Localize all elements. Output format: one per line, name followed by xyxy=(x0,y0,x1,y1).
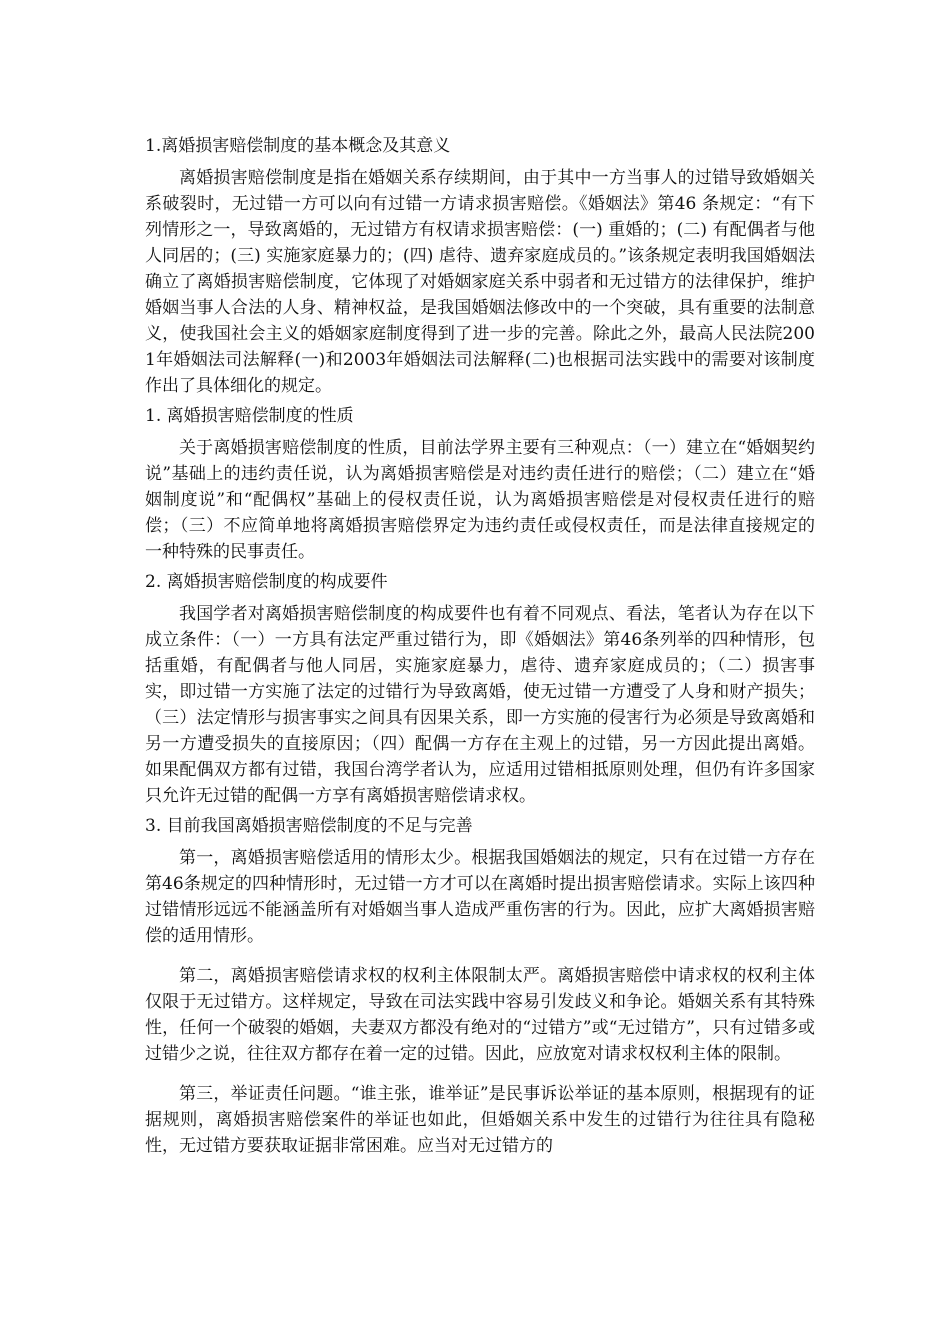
body-paragraph: 第一，离婚损害赔偿适用的情形太少。根据我国婚姻法的规定，只有在过错一方存在第46条规定的四种情形时，无过错一方才可以在离婚时提出损害赔偿请求。实际上该四种过错情形远远不能涵盖所有对婚姻当事人造成严重伤害的行为。因此，应扩大离婚损害赔偿的适用情形。 xyxy=(145,848,815,946)
body-paragraph: 离婚损害赔偿制度是指在婚姻关系存续期间，由于其中一方当事人的过错导致婚姻关系破裂时，无过错一方可以向有过错一方请求损害赔偿。《婚姻法》第46 条规定：“有下列情形之一，导致离婚的，无过错方有权请求损害赔偿：(一) 重婚的；(二) 有配偶者与他人同居的；(三) 实施家庭暴力的；(四) 虐待、遗弃家庭成员的。”该条规定表明我国婚姻法确立了离婚损害赔偿制度，它体现了对婚姻家庭关系中弱者和无过错方的法律保护，维护婚姻当事人合法的人身、精神权益，是我国婚姻法修改中的一个突破，具有重要的法制意义，使我国社会主义的婚姻家庭制度得到了进一步的完善。除此之外，最高人民法院2001年婚姻法司法解释(一)和2003年婚姻法司法解释(二)也根据司法实践中的需要对该制度作出了具体细化的规定。 xyxy=(145,168,815,396)
body-paragraph: 我国学者对离婚损害赔偿制度的构成要件也有着不同观点、看法，笔者认为存在以下成立条件：（一）一方具有法定严重过错行为，即《婚姻法》第46条列举的四种情形，包括重婚，有配偶者与他人同居，实施家庭暴力，虐待、遗弃家庭成员的；（二）损害事实，即过错一方实施了法定的过错行为导致离婚，使无过错一方遭受了人身和财产损失；（三）法定情形与损害事实之间具有因果关系，即一方实施的侵害行为必须是导致离婚和另一方遭受损失的直接原因；（四）配偶一方存在主观上的过错，另一方因此提出离婚。如果配偶双方都有过错，我国台湾学者认为，应适用过错相抵原则处理，但仍有许多国家只允许无过错的配偶一方享有离婚损害赔偿请求权。 xyxy=(145,604,815,806)
section-heading: 3. 目前我国离婚损害赔偿制度的不足与完善 xyxy=(145,816,473,836)
body-paragraph: 关于离婚损害赔偿制度的性质，目前法学界主要有三种观点：（一）建立在“婚姻契约说”基础上的违约责任说，认为离婚损害赔偿是对违约责任进行的赔偿；（二）建立在“婚姻制度说”和“配偶权”基础上的侵权责任说，认为离婚损害赔偿是对侵权责任进行的赔偿；（三）不应简单地将离婚损害赔偿界定为违约责任或侵权责任，而是法律直接规定的一种特殊的民事责任。 xyxy=(145,438,815,562)
section-heading: 1. 离婚损害赔偿制度的性质 xyxy=(145,406,354,426)
body-paragraph: 第三，举证责任问题。“谁主张，谁举证”是民事诉讼举证的基本原则，根据现有的证据规则，离婚损害赔偿案件的举证也如此，但婚姻关系中发生的过错行为往往具有隐秘性，无过错方要获取证据非常困难。应当对无过错方的 xyxy=(145,1084,815,1156)
body-paragraph: 第二，离婚损害赔偿请求权的权利主体限制太严。离婚损害赔偿中请求权的权利主体仅限于无过错方。这样规定，导致在司法实践中容易引发歧义和争论。婚姻关系有其特殊性，任何一个破裂的婚姻，夫妻双方都没有绝对的“过错方”或“无过错方”，只有过错多或过错少之说，往往双方都存在着一定的过错。因此，应放宽对请求权权利主体的限制。 xyxy=(145,966,815,1064)
section-heading: 1.离婚损害赔偿制度的基本概念及其意义 xyxy=(145,136,451,156)
section-heading: 2. 离婚损害赔偿制度的构成要件 xyxy=(145,572,388,592)
document-page xyxy=(145,135,815,1167)
